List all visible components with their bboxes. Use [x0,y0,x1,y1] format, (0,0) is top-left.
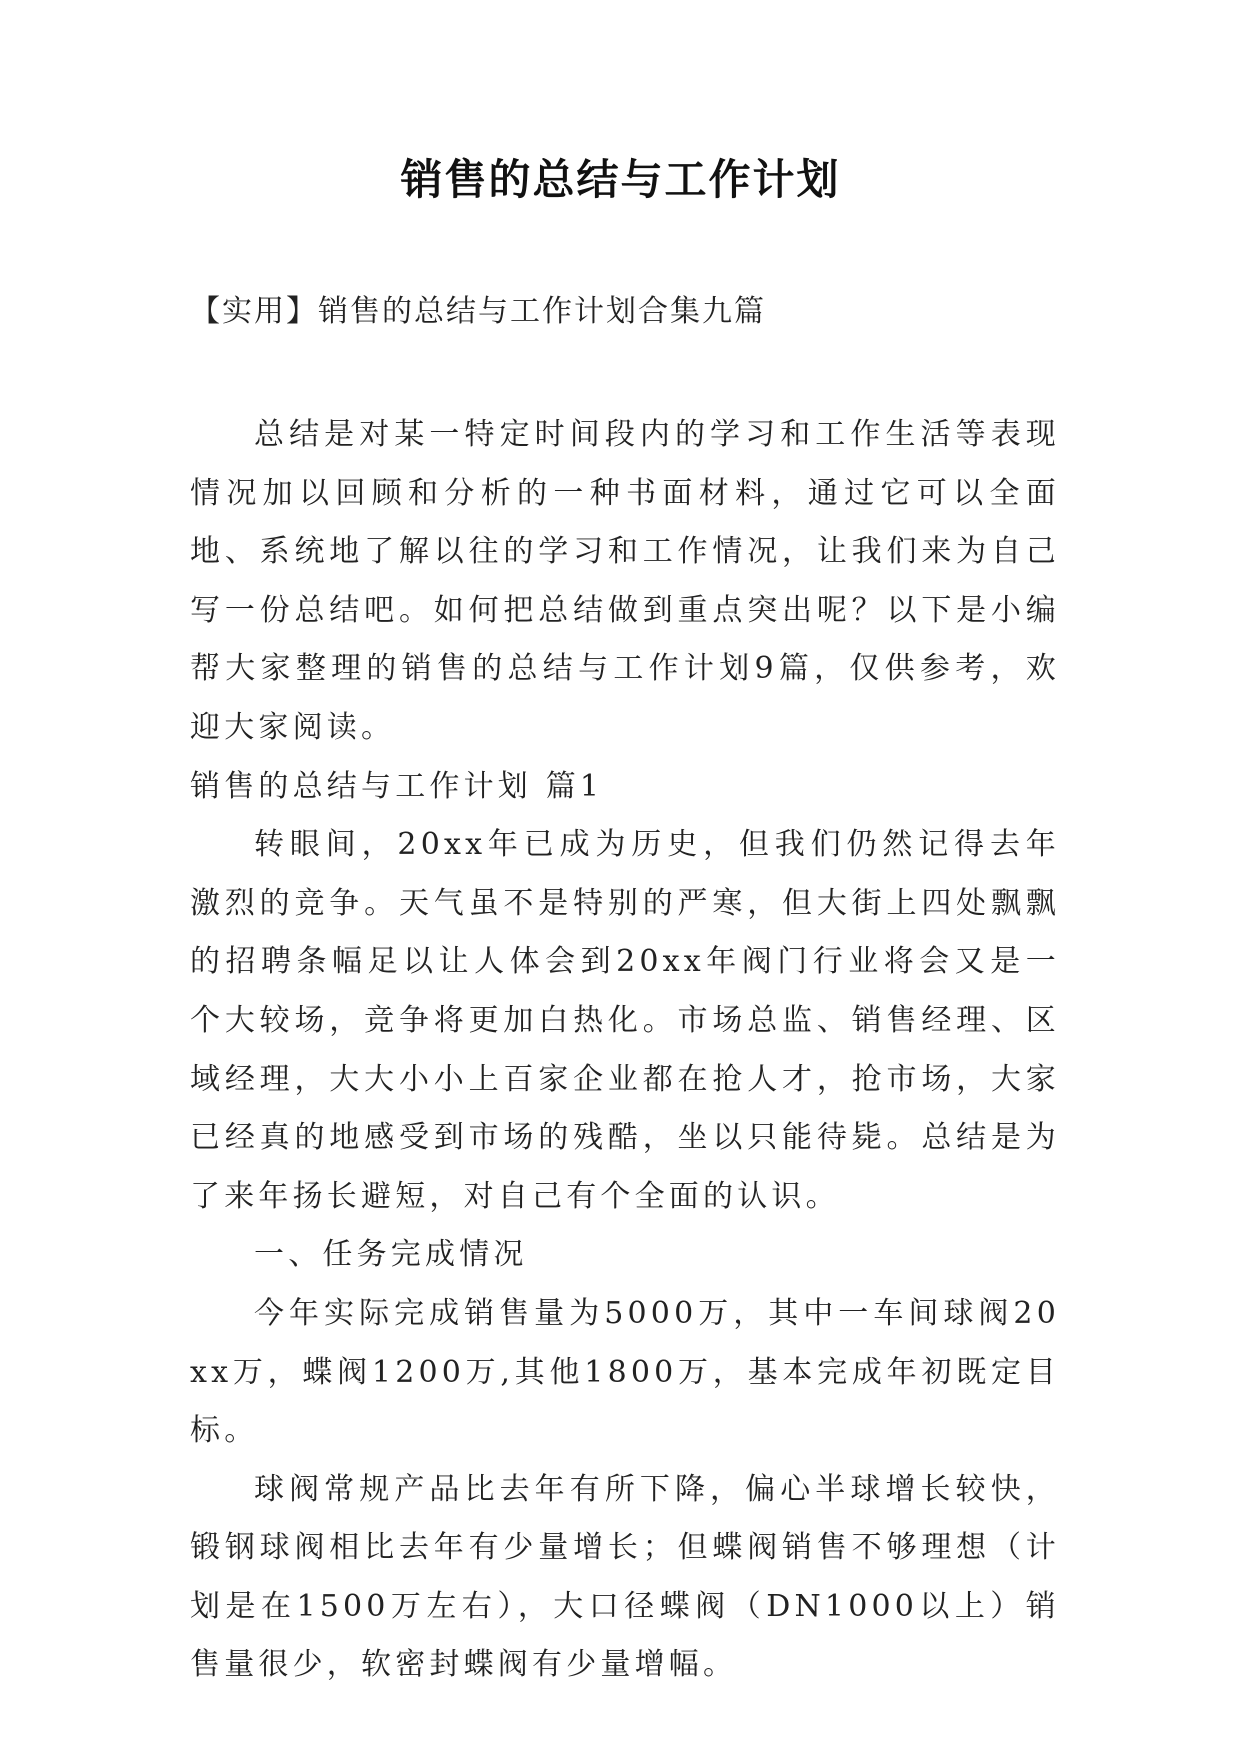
subheading-task-completion: 一、任务完成情况 [254,1237,528,1273]
body-paragraph-1: 转眼间，20xx年已成为历史，但我们仍然记得去年激烈的竞争。天气虽不是特别的严寒，但大街上四处飘飘的招聘条幅足以让人体会到20xx年阀门行业将会又是一个大较场，竞争将更加白热化。市场总监、销售经理、区域经理，大大小小上百家企业都在抢人才，抢市场，大家已经真的地感受到市场的残酷，坐以只能待毙。总结是为了来年扬长避短，对自己有个全面的认识。 [190,827,1060,1214]
intro-paragraph: 总结是对某一特定时间段内的学习和工作生活等表现情况加以回顾和分析的一种书面材料，通过它可以全面地、系统地了解以往的学习和工作情况，让我们来为自己写一份总结吧。如何把总结做到重点突出呢？以下是小编帮大家整理的销售的总结与工作计划9篇，仅供参考，欢迎大家阅读。 [190,417,1060,745]
body-paragraph-2: 今年实际完成销售量为5000万，其中一车间球阀20xx万，蝶阀1200万,其他1800万，基本完成年初既定目标。 [190,1295,1060,1449]
body-paragraph-3: 球阀常规产品比去年有所下降，偏心半球增长较快，锻钢球阀相比去年有少量增长；但蝶阀销售不够理想（计划是在1500万左右），大口径蝶阀（DN1000以上）销售量很少，软密封蝶阀有少量增幅。 [190,1471,1060,1683]
section-heading: 销售的总结与工作计划 篇1 [190,768,604,804]
document-title: 销售的总结与工作计划 [400,155,841,204]
document-body [190,406,1060,1695]
document-subtitle: 【实用】销售的总结与工作计划合集九篇 [190,294,766,329]
